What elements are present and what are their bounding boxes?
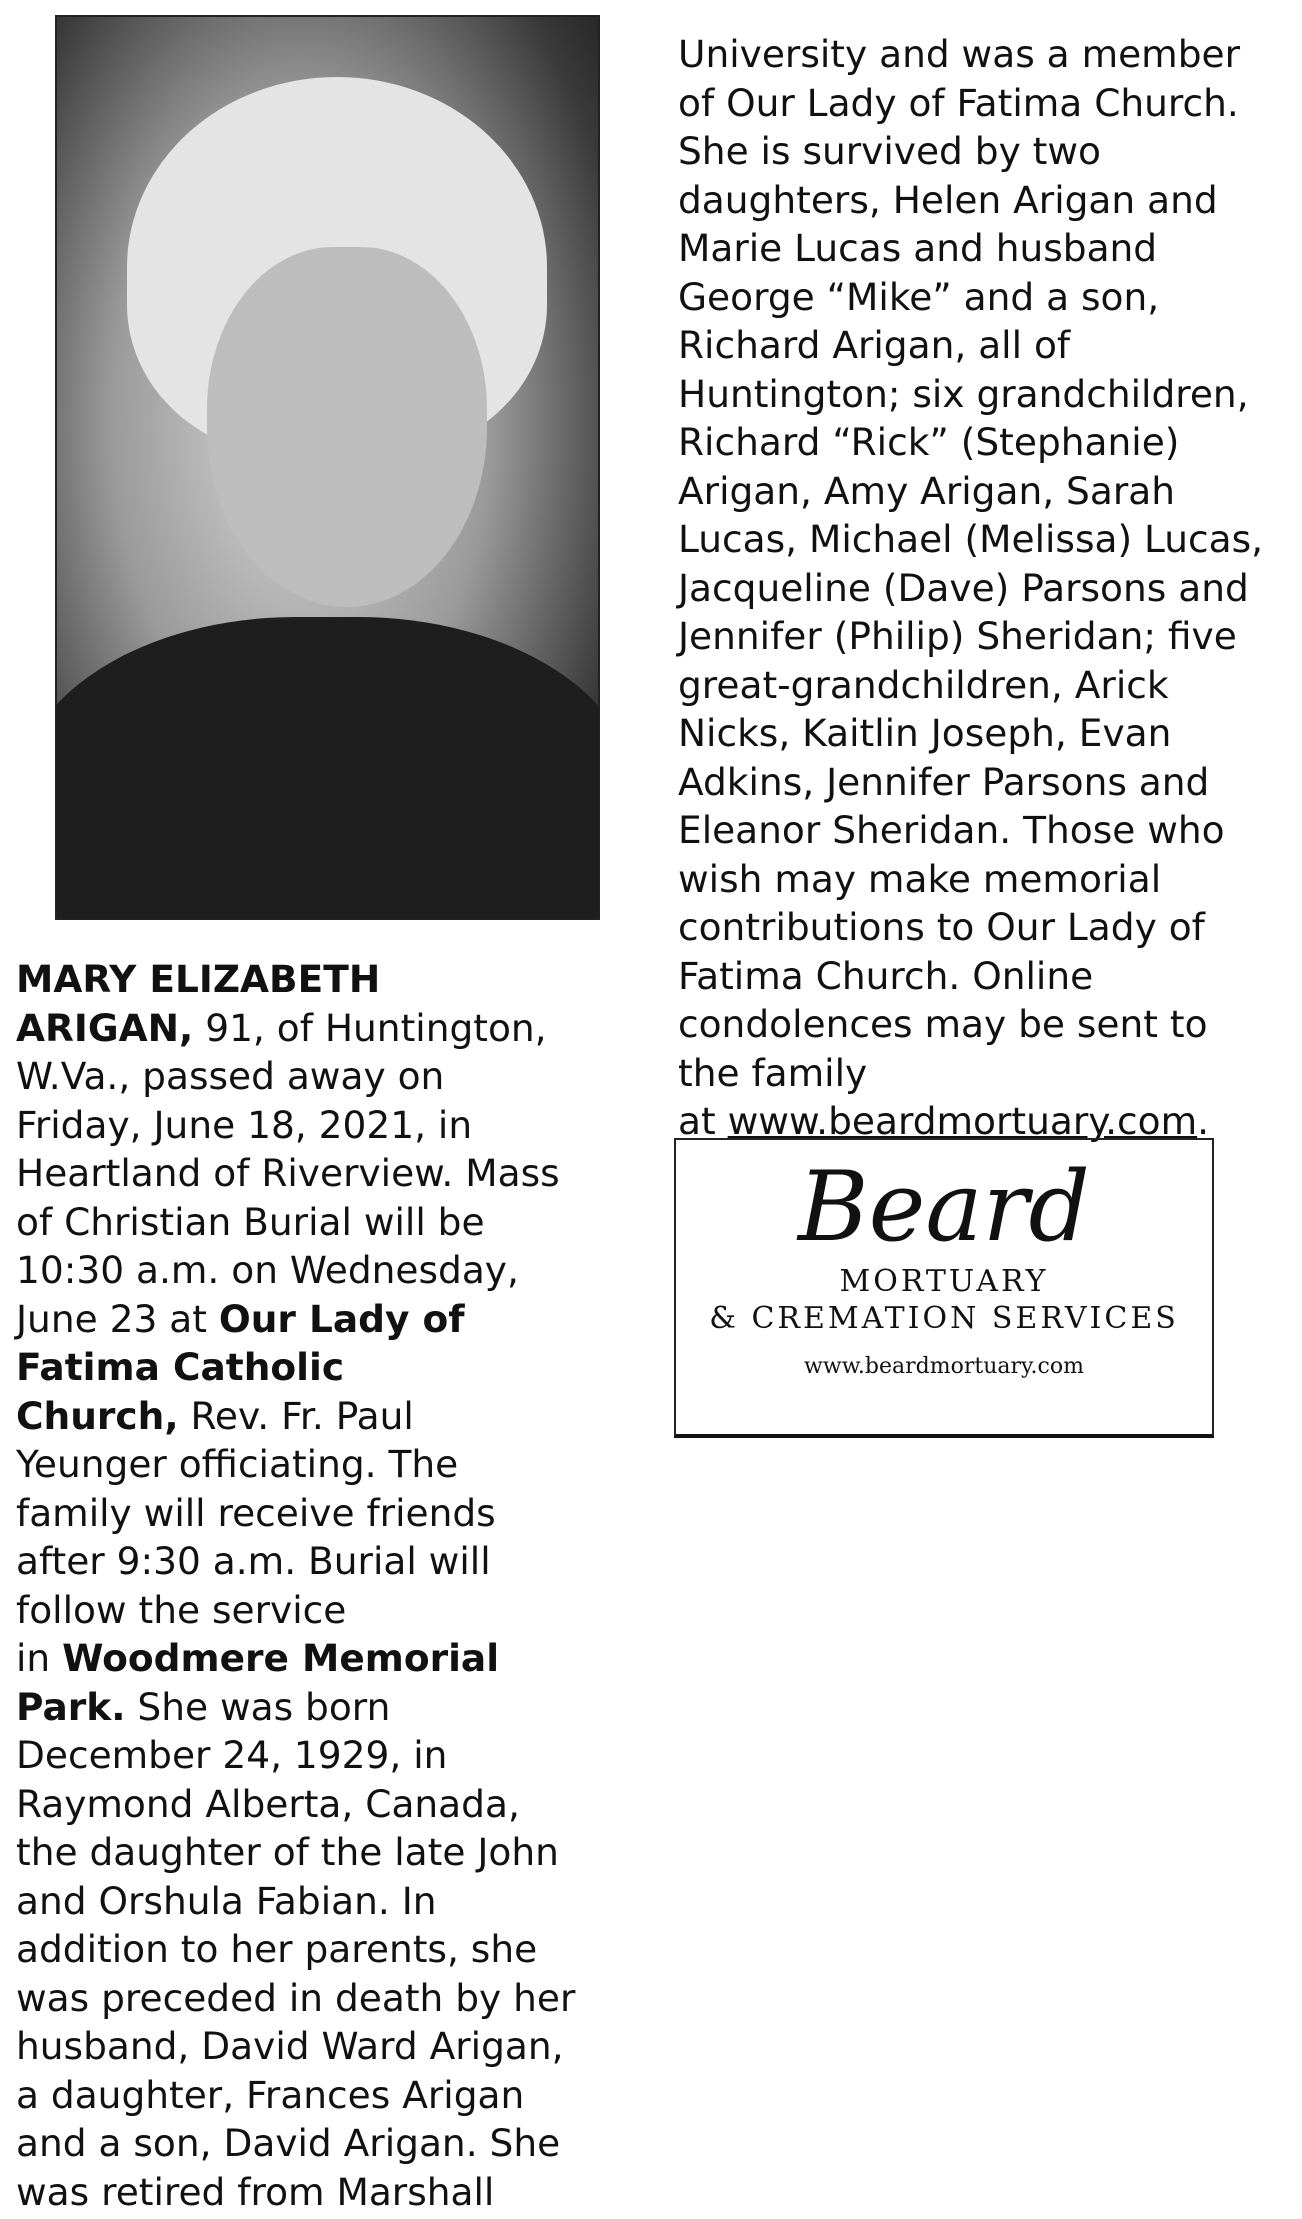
logo-line-cremation: & CREMATION SERVICES xyxy=(709,1301,1179,1336)
obit-line: the daughter of the late John xyxy=(16,1830,559,1874)
obit-line: Richard Arigan, all of xyxy=(678,323,1071,367)
obit-line: was retired from Marshall xyxy=(16,2169,495,2214)
obit-line: 10:30 a.m. on Wednesday, xyxy=(16,1248,519,1292)
obituary-right-column xyxy=(678,30,1263,1146)
obit-line: Church, Rev. Fr. Paul xyxy=(16,1393,414,1438)
obit-line: follow the service xyxy=(16,1587,347,1632)
logo-script-name: Beard xyxy=(798,1151,1090,1263)
obit-line: She is survived by two xyxy=(678,129,1101,173)
obit-line: MARY ELIZABETH xyxy=(16,957,381,1001)
obit-line: great-grandchildren, Arick xyxy=(678,662,1169,707)
obit-line: Richard “Rick” (Stephanie) xyxy=(678,420,1180,464)
portrait-photo xyxy=(55,15,600,920)
obit-line: condolences may be sent to xyxy=(678,1002,1208,1046)
obit-line: Arigan, Amy Arigan, Sarah xyxy=(678,468,1176,513)
obit-line: University and was a member xyxy=(678,32,1240,76)
obit-line: husband, David Ward Arigan, xyxy=(16,2024,564,2068)
obit-line: the family xyxy=(678,1050,868,1095)
obit-closing-line: at www.beardmortuary.com. xyxy=(678,1099,1210,1143)
portrait-face xyxy=(207,247,487,607)
obit-line: contributions to Our Lady of xyxy=(678,905,1205,949)
obit-line: of Christian Burial will be xyxy=(16,1199,485,1244)
obit-line: December 24, 1929, in xyxy=(16,1733,448,1777)
obit-line: in Woodmere Memorial xyxy=(16,1636,500,1680)
obit-line: Nicks, Kaitlin Joseph, Evan xyxy=(678,711,1172,755)
obit-line: Marie Lucas and husband xyxy=(678,226,1158,270)
obit-line: and a son, David Arigan. She xyxy=(16,2121,561,2165)
obit-line: Jennifer (Philip) Sheridan; five xyxy=(678,614,1237,658)
obit-line: a daughter, Frances Arigan xyxy=(16,2072,525,2117)
obit-line: after 9:30 a.m. Burial will xyxy=(16,1539,491,1583)
mortuary-website-link[interactable]: www.beardmortuary.com xyxy=(727,1099,1198,1143)
obit-line: Lucas, Michael (Melissa) Lucas, xyxy=(678,517,1264,561)
obit-line: family will receive friends xyxy=(16,1490,496,1535)
obit-line: June 23 at Our Lady of xyxy=(16,1296,465,1341)
obit-line: Raymond Alberta, Canada, xyxy=(16,1781,520,1826)
obit-line: ARIGAN, 91, of Huntington, xyxy=(16,1005,547,1050)
obit-line: Yeunger officiating. The xyxy=(16,1442,459,1486)
obit-line: was preceded in death by her xyxy=(16,1975,576,2020)
logo-line-mortuary: MORTUARY xyxy=(839,1264,1049,1299)
obit-line: of Our Lady of Fatima Church. xyxy=(678,80,1239,125)
obit-line: Friday, June 18, 2021, in xyxy=(16,1102,473,1147)
obit-line: addition to her parents, she xyxy=(16,1927,538,1971)
obit-line: Fatima Church. Online xyxy=(678,953,1094,998)
obit-line: Heartland of Riverview. Mass xyxy=(16,1151,560,1195)
obit-line: wish may make memorial xyxy=(678,856,1162,901)
obit-line: Adkins, Jennifer Parsons and xyxy=(678,759,1210,804)
beard-mortuary-logo xyxy=(674,1138,1214,1438)
obit-line: Huntington; six grandchildren, xyxy=(678,371,1249,416)
obituary-left-column xyxy=(16,955,575,2216)
obit-line: Fatima Catholic xyxy=(16,1345,345,1389)
obit-line: daughters, Helen Arigan and xyxy=(678,177,1218,222)
obit-line: and Orshula Fabian. In xyxy=(16,1878,437,1923)
obit-line: Jacqueline (Dave) Parsons and xyxy=(678,565,1249,610)
obit-line: W.Va., passed away on xyxy=(16,1054,445,1098)
obit-line: George “Mike” and a son, xyxy=(678,274,1160,319)
logo-url: www.beardmortuary.com xyxy=(804,1354,1084,1379)
portrait-shoulders xyxy=(55,617,600,920)
obit-line: Eleanor Sheridan. Those who xyxy=(678,808,1225,852)
obit-line: Park. She was born xyxy=(16,1684,391,1729)
